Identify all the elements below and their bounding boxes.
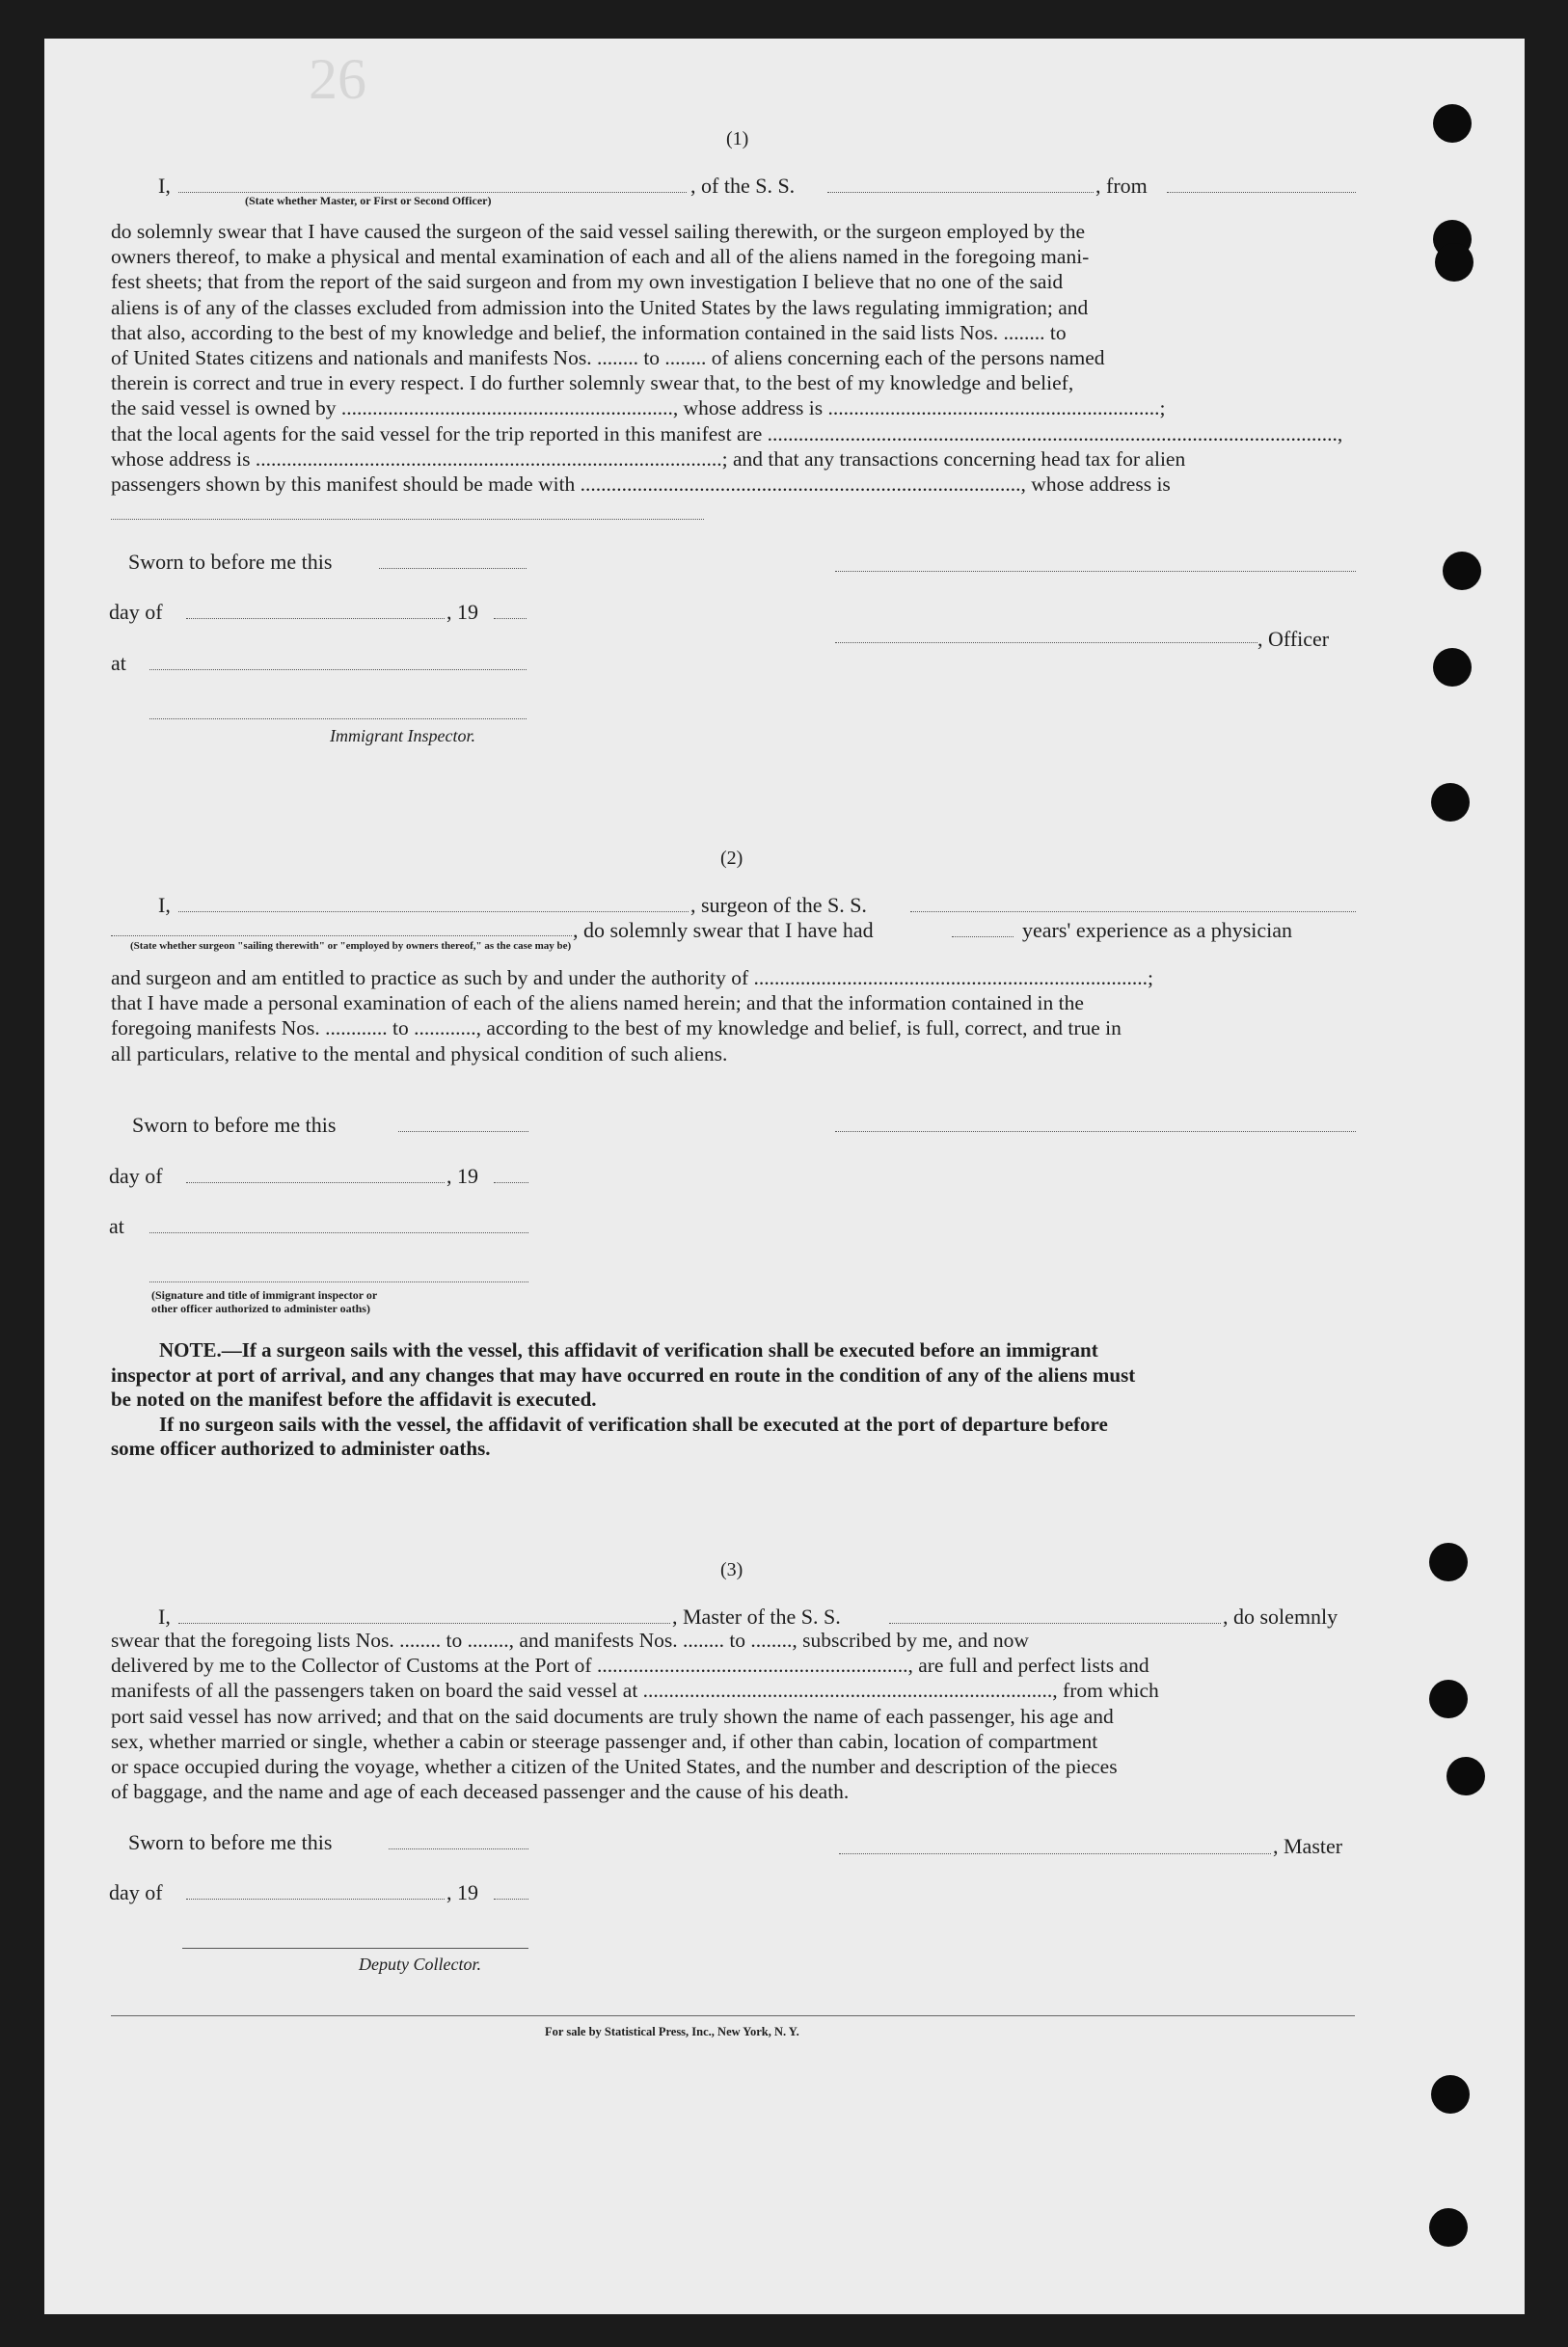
sworn-day-field-1[interactable] — [379, 568, 527, 569]
surgeon-signature-field[interactable] — [835, 1131, 1356, 1132]
officer-label: , Officer — [1257, 627, 1330, 651]
state-note: (State whether Master, or First or Second Officer) — [245, 194, 492, 207]
signature-note-1: (Signature and title of immigrant inspector or — [151, 1288, 378, 1302]
sworn-label-2: Sworn to before me this — [132, 1113, 337, 1137]
binder-hole — [1429, 1680, 1468, 1718]
signature-line-1a[interactable] — [835, 571, 1356, 572]
month-field-1[interactable] — [186, 618, 445, 619]
deputy-signature-field[interactable] — [182, 1948, 528, 1949]
month-field-2[interactable] — [186, 1182, 445, 1183]
binder-hole — [1433, 648, 1472, 687]
master-signature-field[interactable] — [839, 1853, 1271, 1854]
year-label-1: , 19 — [446, 600, 478, 624]
section-3-number: (3) — [720, 1559, 743, 1580]
page-number: 26 — [309, 47, 366, 111]
sworn-label-1: Sworn to before me this — [128, 550, 333, 574]
master-ship-field[interactable] — [889, 1623, 1221, 1624]
master-of-label: , Master of the S. S. — [672, 1605, 841, 1629]
master-name-field[interactable] — [178, 1623, 670, 1624]
at-label-1: at — [111, 651, 126, 675]
years-field[interactable] — [952, 936, 1014, 937]
administrator-signature-field[interactable] — [149, 1281, 528, 1282]
year-field-2[interactable] — [494, 1182, 528, 1183]
surgeon-state-note: (State whether surgeon "sailing therewith" or "employed by owners thereof," as the case may be) — [130, 940, 572, 952]
at-field-1[interactable] — [149, 669, 527, 670]
section-1-body: do solemnly swear that I have caused the surgeon of the said vessel sailing therewith, or the surgeon employed by the owners thereof, to make a physical and mental examination of each and all of the aliens named in the foregoing mani- fest sheets; that from the report of the said surgeon and from my own investigation I believe that no one of the said aliens is of any of the classes excluded from admission into the United States by the laws regulating immigration; and that also, according to the best of my knowledge and belief, the information contained in the said lists Nos. ........ to of United States citizens and nationals and manifests Nos. ........ to ........ of aliens concerning each of the persons named therein is correct and true in every respect. I do further solemnly swear that, to the best of my knowledge and belief, the said vessel is owned by ................................................................, whose address is ................................................................; that the local agents for the said vessel for the trip reported in this manifest are .............................................................................................................., whose address is ..........................................................................................; and that any transactions concerning head tax for alien passengers shown by this manifest should be made with ....................................................................................., whose address is — [111, 220, 1343, 497]
surgeon-role-field[interactable] — [111, 935, 572, 936]
name-field[interactable] — [178, 192, 687, 193]
binder-hole — [1429, 1543, 1468, 1581]
surgeon-name-field[interactable] — [178, 911, 689, 912]
sworn-day-field-3[interactable] — [389, 1848, 528, 1849]
binder-hole — [1433, 104, 1472, 143]
section-2-body: and surgeon and am entitled to practice as such by and under the authority of ............................................................................; that I have made a personal examination of each of the aliens named herein; and that the information contained in the foregoing manifests Nos. ............ to ............, according to the best of my knowledge and belief, is full, correct, and true in all particulars, relative to the mental and physical condition of such aliens. — [111, 966, 1153, 1066]
from-field[interactable] — [1167, 192, 1356, 193]
footer-rule — [111, 2015, 1355, 2016]
year-label-3: , 19 — [446, 1880, 478, 1904]
deputy-label: Deputy Collector. — [359, 1955, 481, 1974]
year-field-3[interactable] — [494, 1899, 528, 1900]
month-field-3[interactable] — [186, 1899, 445, 1900]
binder-hole — [1443, 552, 1481, 590]
section-1-number: (1) — [726, 128, 749, 149]
day-of-label-1: day of — [109, 600, 163, 624]
day-of-label-3: day of — [109, 1880, 163, 1904]
section-3-body: swear that the foregoing lists Nos. ........ to ........, and manifests Nos. ........ to ........, subscribed by me, and now delivered by me to the Collector of Customs at the Port of ............................................................, are full and perfect lists and manifests of all the passengers taken on board the said vessel at ..............................................................................., from which port said vessel has now arrived; and that on the said documents are truly shown the name of each passenger, his age and sex, whether married or single, whether a cabin or steerage passenger and, if other than cabin, location of compartment or space occupied during the voyage, whether a citizen of the United States, and the number and description of the pieces of baggage, and the name and age of each deceased passenger and the cause of his death. — [111, 1629, 1159, 1804]
swear-label-2: , do solemnly swear that I have had — [573, 918, 874, 942]
section-2-number: (2) — [720, 848, 743, 869]
sworn-day-field-2[interactable] — [398, 1131, 528, 1132]
binder-hole — [1446, 1757, 1485, 1795]
sworn-label-3: Sworn to before me this — [128, 1830, 333, 1854]
binder-hole — [1431, 783, 1470, 822]
master-label: , Master — [1273, 1834, 1343, 1858]
footer-text: For sale by Statistical Press, Inc., New York, N. Y. — [545, 2025, 799, 2038]
inspector-label: Immigrant Inspector. — [330, 726, 475, 745]
section-1-i-label: I, — [158, 174, 171, 198]
of-ss-label: , of the S. S. — [690, 174, 796, 198]
day-of-label-2: day of — [109, 1164, 163, 1188]
years-label: years' experience as a physician — [1022, 918, 1293, 942]
note-block: NOTE.—If a surgeon sails with the vessel, this affidavit of verification shall be executed before an immigrant inspector at port of arrival, and any changes that may have occurred en route in the condition of any of the aliens must be noted on the manifest before the affidavit is executed. If no surgeon sails with the vessel, the affidavit of verification shall be executed at the port of departure before some officer authorized to administer oaths. — [111, 1338, 1136, 1460]
section-2-i-label: I, — [158, 893, 171, 917]
surgeon-of-label: , surgeon of the S. S. — [690, 893, 867, 917]
at-field-2[interactable] — [149, 1232, 528, 1233]
year-label-2: , 19 — [446, 1164, 478, 1188]
swear-label-3: , do solemnly — [1223, 1605, 1338, 1629]
surgeon-ship-field[interactable] — [910, 911, 1356, 912]
signature-note-2: other officer authorized to administer oaths) — [151, 1302, 370, 1315]
at-label-2: at — [109, 1214, 124, 1238]
binder-hole — [1435, 243, 1473, 282]
year-field-1[interactable] — [494, 618, 527, 619]
binder-hole — [1431, 2075, 1470, 2114]
from-label: , from — [1095, 174, 1148, 198]
section-3-i-label: I, — [158, 1605, 171, 1629]
address-continuation-field[interactable] — [111, 519, 704, 520]
officer-signature-field[interactable] — [835, 642, 1257, 643]
ship-name-field[interactable] — [827, 192, 1094, 193]
inspector-signature-field[interactable] — [149, 718, 527, 719]
binder-hole — [1429, 2208, 1468, 2247]
